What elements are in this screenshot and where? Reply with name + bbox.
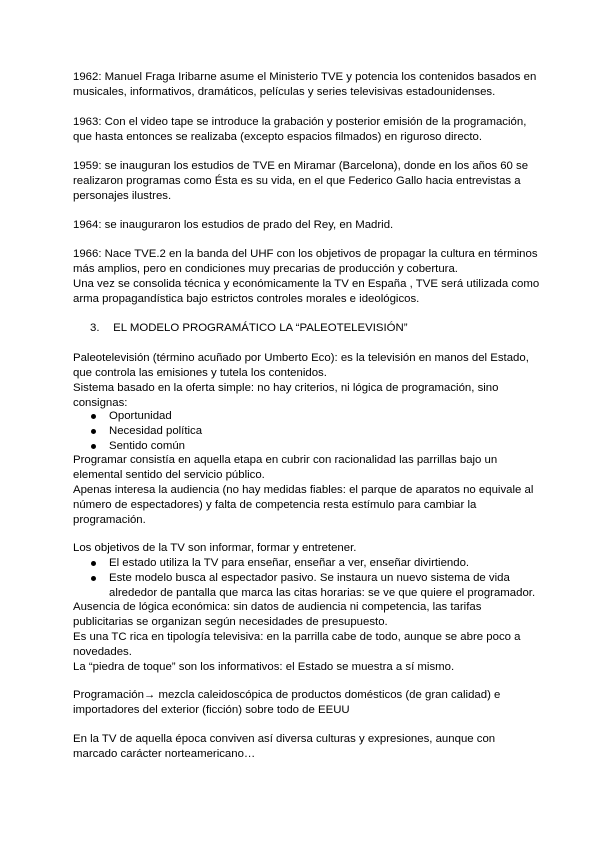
list-item: [73, 424, 543, 439]
list-item-text: Este modelo busca al espectador pasivo. Se instaura un nuevo sistema de vida: [109, 572, 510, 584]
section-heading: [90, 321, 530, 336]
objetivos-list: [73, 556, 543, 601]
text-line: 1963: Con el video tape se introduce la grabación y posterior emisión de la programación,: [73, 116, 527, 128]
paragraph-programar: [73, 453, 533, 528]
text-line: Una vez se consolida técnica y económicamente la TV en España , TVE será utilizada como: [73, 278, 540, 290]
text-line: programación.: [73, 514, 146, 526]
text-line: 1964: se inauguraron los estudios de prado del Rey, en Madrid.: [73, 219, 394, 231]
paragraph-programacion: [73, 688, 533, 718]
bullet-icon: [91, 429, 96, 434]
paragraph-en-la-tv: [73, 732, 533, 762]
text-line: Sistema basado en la oferta simple: no hay criterios, ni lógica de programación, sino: [73, 382, 499, 394]
text-line: elemental sentido del servicio público.: [73, 469, 265, 481]
paragraph-1962: [73, 70, 537, 100]
text-line: Ausencia de lógica económica: sin datos de audiencia ni competencia, las tarifas: [73, 601, 482, 613]
bullet-icon: [91, 444, 96, 449]
text-line: que controla las emisiones y tutela los contenidos.: [73, 367, 327, 379]
paragraph-1963: [73, 115, 533, 145]
paragraph-1964: [73, 218, 533, 233]
text-line: personajes ilustres.: [73, 190, 172, 202]
text-line: número de espectadores) y falta de competencia resta estímulo para cambiar la: [73, 499, 477, 511]
paragraph-ausencia: [73, 600, 533, 675]
text-line: importadores del exterior (ficción) sobre todo de EEUU: [73, 704, 350, 716]
bullet-icon: [91, 576, 96, 581]
text-line: Paleotelevisión (término acuñado por Umberto Eco): es la televisión en manos del Estado,: [73, 352, 529, 364]
list-item-text: alrededor de pantalla que marca las citas horarias: se ve que quiere el programador.: [109, 587, 536, 599]
list-item: [73, 571, 543, 601]
text-line: 1966: Nace TVE.2 en la banda del UHF con los objetivos de propagar la cultura en términos: [73, 248, 538, 260]
paragraph-objetivos: [73, 541, 533, 556]
text-line: novedades.: [73, 646, 132, 658]
text-line: marcado carácter norteamericano…: [73, 748, 256, 760]
list-item-text: Oportunidad: [109, 410, 172, 422]
text-line: Programar consistía en aquella etapa en cubrir con racionalidad las parrillas bajo un: [73, 454, 498, 466]
list-item-text: Necesidad política: [109, 425, 203, 437]
text-line: musicales, informativos, dramáticos, películas y series televisivas estadounidenses.: [73, 86, 496, 98]
text-line: realizaron programas como Ésta es su vida, en el que Federico Gallo hacia entrevistas a: [73, 175, 521, 187]
text-line: Es una TC rica en tipología televisiva: en la parrilla cabe de todo, aunque se abre poco a: [73, 631, 521, 643]
text-line: consignas:: [73, 397, 128, 409]
list-item-text: El estado utiliza la TV para enseñar, enseñar a ver, enseñar divirtiendo.: [109, 557, 470, 569]
section-title: EL MODELO PROGRAMÁTICO LA “PALEOTELEVISIÓN”: [113, 322, 408, 334]
bullet-icon: [91, 561, 96, 566]
section-number: 3.: [90, 322, 100, 334]
text-line: Apenas interesa la audiencia (no hay medidas fiables: el parque de aparatos no equivale al: [73, 484, 534, 496]
paragraph-1966: [73, 247, 540, 307]
text-line: 1962: Manuel Fraga Iribarne asume el Ministerio TVE y potencia los contenidos basados en: [73, 71, 537, 83]
text-line: La “piedra de toque” son los informativos: el Estado se muestra a sí mismo.: [73, 661, 455, 673]
text-line: En la TV de aquella época conviven así diversa culturas y expresiones, aunque con: [73, 733, 496, 745]
bullet-icon: [91, 414, 96, 419]
text-line: Los objetivos de la TV son informar, formar y entretener.: [73, 542, 357, 554]
text-line: Programación→ mezcla caleidoscópica de productos domésticos (de gran calidad) e: [73, 689, 501, 701]
list-item: [73, 556, 543, 571]
text-line: que hasta entonces se realizaba (excepto espacios filmados) en riguroso directo.: [73, 131, 483, 143]
paragraph-1959: [73, 159, 533, 204]
list-item-text: Sentido común: [109, 440, 185, 452]
list-item: [73, 439, 543, 454]
text-line: publicitarias se organizan según necesidades de presupuesto.: [73, 616, 388, 628]
text-line: más amplios, pero en condiciones muy precarias de producción y cobertura.: [73, 263, 458, 275]
paragraph-paleotelevision: [73, 351, 533, 411]
consignas-list: [73, 409, 543, 454]
text-line: arma propagandística bajo estrictos controles morales e ideológicos.: [73, 293, 420, 305]
list-item: [73, 409, 543, 424]
text-line: 1959: se inauguran los estudios de TVE en Miramar (Barcelona), donde en los años 60 se: [73, 160, 529, 172]
